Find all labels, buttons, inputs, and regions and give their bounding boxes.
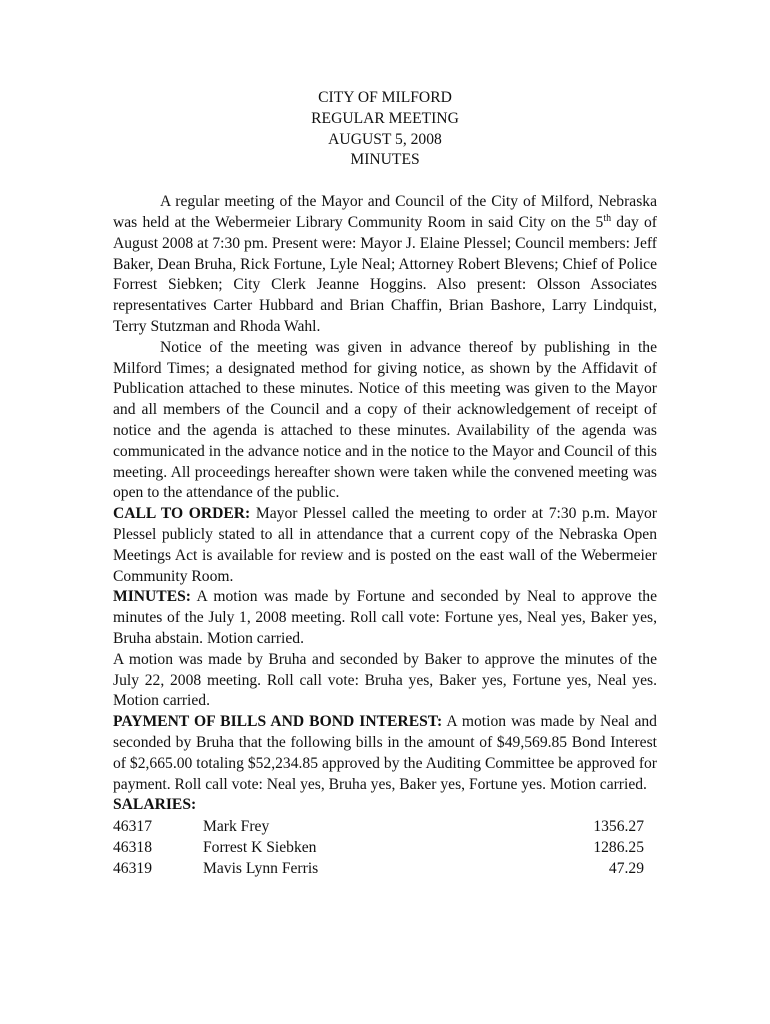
salary-row — [113, 858, 657, 879]
payment-paragraph — [113, 712, 657, 795]
payee-name: Forrest K Siebken — [203, 839, 317, 857]
payment-text: A motion was made by Neal and seconded by Bruha that the following bills in the amount of $49,569.85 Bond Interest of $2,665.00 totaling $52,234.85 approved by the Auditing Committee be approved for payment. Roll call vote: Neal yes, Bruha yes, Baker yes, Fortune yes. Motion carried. — [113, 713, 657, 793]
intro-paragraph — [113, 192, 657, 338]
intro-text-start: A regular meeting of the Mayor and Council of the City of Milford, Nebraska was held at the Webermeier Library Community Room in said City on the 5 — [113, 193, 657, 231]
call-to-order-text: Mayor Plessel called the meeting to order at 7:30 p.m. Mayor Plessel publicly stated to all in attendance that a current copy of the Nebraska Open Meetings Act is available for review and is posted on the east wall of the Webermeier Community Room. — [113, 505, 658, 585]
salaries-table — [113, 816, 657, 879]
city-name: CITY OF MILFORD — [318, 89, 452, 106]
salary-row — [113, 837, 657, 858]
check-number: 46317 — [113, 818, 152, 836]
salary-amount: 47.29 — [608, 860, 644, 878]
meeting-type: REGULAR MEETING — [311, 109, 459, 127]
minutes-paragraph — [113, 587, 657, 649]
check-number: 46318 — [113, 839, 152, 857]
document-title: MINUTES — [350, 151, 420, 169]
salary-amount: 1356.27 — [593, 818, 644, 836]
notice-paragraph: Notice of the meeting was given in advance thereof by publishing in the Milford Times; a designated method for giving notice, as shown by the Affidavit of Publication attached to these minutes. Notice of this meeting was given to the Mayor and all members of the Council and a copy of their acknowledgement of receipt of notice and the agenda is attached to these minutes. Availability of the agenda was communicated in the advance notice and in the notice to the Mayor and Council of this meeting. All proceedings hereafter shown were taken while the convened meeting was open to the attendance of the public. — [113, 338, 657, 502]
payee-name: Mavis Lynn Ferris — [203, 860, 319, 878]
call-to-order-paragraph — [113, 504, 657, 587]
second-motion-paragraph: A motion was made by Bruha and seconded by Baker to approve the minutes of the July 22, 2008 meeting. Roll call vote: Bruha yes, Baker yes, Fortune yes, Neal yes. Motion carried. — [113, 650, 657, 710]
salaries-label: SALARIES: — [113, 796, 197, 814]
call-to-order-label: CALL TO ORDER: — [113, 505, 251, 523]
heading-spacer — [113, 171, 657, 192]
intro-text-end: day of August 2008 at 7:30 pm. Present were: Mayor J. Elaine Plessel; Council members: Jeff Baker, Dean Bruha, Rick Fortune, Lyle Neal; Attorney Robert Blevens; Chief of Police Forrest Siebken; City Clerk Jeanne Hoggins. Also present: Olsson Associates representatives Carter Hubbard and Brian Chaffin, Brian Bashore, Larry Lindquist, Terry Stutzman and Rhoda Wahl. — [113, 213, 657, 335]
minutes-text: A motion was made by Fortune and seconded by Neal to approve the minutes of the July 1, 2008 meeting. Roll call vote: Fortune yes, Neal yes, Baker yes, Bruha abstain. Motion carried. — [113, 588, 657, 647]
payee-name: Mark Frey — [203, 818, 270, 836]
meeting-date: AUGUST 5, 2008 — [328, 130, 442, 148]
payment-label: PAYMENT OF BILLS AND BOND INTEREST: — [113, 713, 443, 731]
salaries-heading — [113, 795, 657, 816]
document-heading — [113, 88, 657, 171]
intro-superscript: th — [603, 212, 612, 224]
salary-row — [113, 816, 657, 837]
check-number: 46319 — [113, 860, 152, 878]
minutes-label: MINUTES: — [113, 588, 191, 606]
document-page — [113, 88, 657, 879]
salary-amount: 1286.25 — [593, 839, 644, 857]
